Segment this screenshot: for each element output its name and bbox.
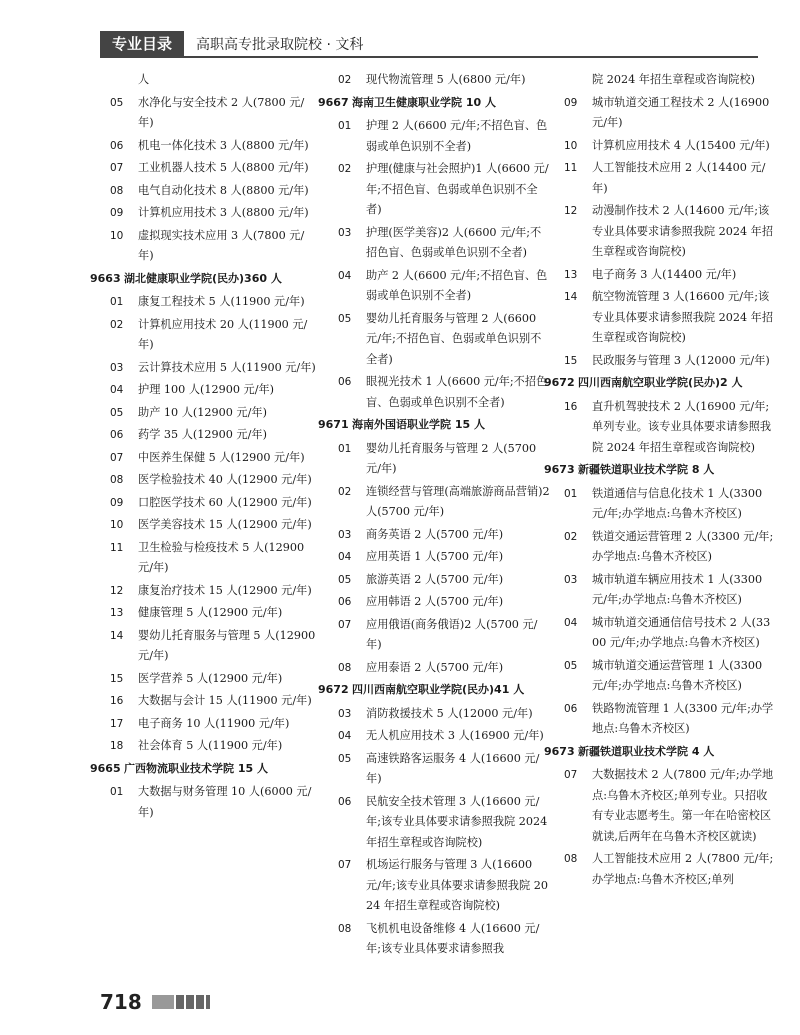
major-text: 工业机器人技术 5 人(8800 元/年)	[138, 161, 309, 174]
major-text: 水净化与安全技术 2 人(7800 元/年)	[138, 95, 305, 129]
major-code: 04	[338, 730, 352, 742]
major-code: 04	[110, 384, 124, 396]
school-name: 湖北健康职业学院(民办)360 人	[124, 271, 282, 285]
major-code: 01	[110, 296, 124, 308]
major-entry	[110, 380, 318, 401]
major-code: 02	[338, 74, 352, 86]
major-entry	[564, 158, 776, 199]
major-text: 助产 10 人(12900 元/年)	[138, 405, 267, 419]
major-text: 计算机应用技术 4 人(15400 元/年)	[592, 138, 770, 152]
major-code: 05	[338, 312, 352, 325]
major-text: 虚拟现实技术应用 3 人(7800 元/年)	[138, 228, 305, 262]
major-text: 药学 35 人(12900 元/年)	[138, 428, 267, 441]
footer-decoration	[152, 995, 212, 1009]
major-code: 13	[110, 607, 124, 619]
major-text: 现代物流管理 5 人(6800 元/年)	[366, 73, 526, 86]
school-name: 海南卫生健康职业学院 10 人	[352, 95, 496, 109]
major-text: 机电一体化技术 3 人(8800 元/年)	[138, 138, 309, 152]
major-entry	[338, 749, 550, 790]
major-code: 01	[564, 487, 578, 500]
major-code: 12	[564, 205, 578, 217]
major-entry	[110, 669, 318, 690]
major-entry	[338, 159, 550, 221]
major-code: 07	[110, 162, 124, 174]
major-entry	[338, 658, 550, 679]
school-code: 9671	[318, 418, 349, 431]
major-code: 02	[110, 318, 124, 331]
major-code: 08	[338, 661, 352, 674]
major-text: 婴幼儿托育服务与管理 2 人(6600 元/年;不招色盲、色弱或单色识别不全者)	[366, 311, 542, 366]
major-code: 12	[110, 584, 124, 597]
major-text: 电气自动化技术 8 人(8800 元/年)	[138, 183, 309, 197]
school-heading	[318, 680, 550, 701]
major-code: 07	[564, 769, 578, 781]
major-entry	[564, 351, 776, 372]
major-entry	[338, 547, 550, 568]
major-entry	[110, 403, 318, 424]
major-entry	[110, 292, 318, 313]
major-code: 18	[110, 740, 124, 752]
major-entry	[564, 265, 776, 286]
major-entry	[564, 849, 776, 890]
major-entry	[564, 765, 776, 847]
major-entry	[110, 691, 318, 712]
header-rule	[100, 56, 758, 58]
major-entry	[338, 309, 550, 371]
major-entry	[338, 726, 550, 747]
major-text: 城市轨道交通通信信号技术 2 人(3300 元/年;办学地点:乌鲁木齐校区)	[592, 615, 771, 649]
major-text: 婴幼儿托育服务与管理 5 人(12900 元/年)	[138, 628, 316, 662]
school-name: 新疆铁道职业技术学院 4 人	[578, 744, 715, 758]
page-header	[100, 32, 363, 56]
major-code: 10	[110, 229, 124, 242]
major-entry	[110, 515, 318, 536]
major-entry	[564, 527, 776, 568]
major-text: 城市轨道车辆应用技术 1 人(3300 元/年;办学地点:乌鲁木齐校区)	[592, 572, 763, 606]
major-entry	[338, 919, 550, 960]
major-entry	[110, 581, 318, 602]
major-entry	[110, 93, 318, 134]
major-code: 08	[110, 474, 124, 486]
page-footer	[100, 990, 212, 1014]
major-text: 大数据技术 2 人(7800 元/年;办学地点:乌鲁木齐校区;单列专业。只招收有专业志愿考生。第一年在哈密校区就读,后两年在乌鲁木齐校区就读)	[592, 768, 774, 843]
major-entry	[564, 613, 776, 654]
major-text: 连锁经营与管理(高端旅游商品营销)2 人(5700 元/年)	[366, 484, 550, 518]
major-text: 人工智能技术应用 2 人(14400 元/年)	[592, 161, 766, 195]
major-text: 电子商务 10 人(11900 元/年)	[138, 716, 290, 730]
major-entry	[564, 201, 776, 263]
page-number: 718	[100, 990, 142, 1014]
major-code: 01	[338, 120, 352, 132]
major-text: 电子商务 3 人(14400 元/年)	[592, 267, 737, 281]
major-text: 计算机应用技术 20 人(11900 元/年)	[138, 317, 308, 351]
major-code: 06	[338, 376, 352, 388]
major-entry	[110, 714, 318, 735]
major-entry	[110, 493, 318, 514]
major-code: 15	[564, 354, 578, 367]
major-entry	[564, 699, 776, 740]
major-text: 应用俄语(商务俄语)2 人(5700 元/年)	[366, 617, 538, 651]
major-entry	[110, 782, 318, 823]
major-text: 护理(健康与社会照护)1 人(6600 元/年;不招色盲、色弱或单色识别不全者)	[366, 162, 549, 216]
major-text: 口腔医学技术 60 人(12900 元/年)	[138, 495, 312, 509]
major-code: 08	[564, 853, 578, 865]
major-text: 云计算技术应用 5 人(11900 元/年)	[138, 360, 316, 374]
major-entry	[338, 70, 550, 91]
major-entry	[564, 93, 776, 134]
major-text: 护理 2 人(6600 元/年;不招色盲、色弱或单色识别不全者)	[366, 119, 548, 153]
major-code: 08	[338, 922, 352, 935]
continuation-text: 院 2024 年招生章程或咨询院校)	[592, 73, 756, 86]
column-2	[318, 70, 550, 962]
major-code: 03	[338, 707, 352, 720]
major-code: 09	[564, 96, 578, 109]
major-entry	[564, 484, 776, 525]
school-code: 9673	[544, 463, 575, 476]
major-entry	[110, 603, 318, 624]
school-heading	[544, 742, 776, 763]
major-text: 铁道交通运营管理 2 人(3300 元/年;办学地点:乌鲁木齐校区)	[592, 529, 774, 563]
major-code: 08	[110, 184, 124, 197]
major-text: 民航安全技术管理 3 人(16600 元/年;该专业具体要求请参照我院 2024 年招生章程或咨询院校)	[366, 794, 548, 849]
major-text: 机场运行服务与管理 3 人(16600 元/年;该专业具体要求请参照我院 2024 年招生章程或咨询院校)	[366, 858, 548, 912]
major-code: 10	[110, 519, 124, 531]
major-text: 康复工程技术 5 人(11900 元/年)	[138, 295, 305, 308]
major-text: 直升机驾驶技术 2 人(16900 元/年;单列专业。该专业具体要求请参照我院 2024 年招生章程或咨询院校)	[592, 399, 772, 454]
school-heading	[544, 373, 776, 394]
school-name: 四川西南航空职业学院(民办)2 人	[578, 376, 743, 389]
major-entry	[564, 397, 776, 459]
major-code: 16	[564, 400, 578, 413]
major-code: 05	[564, 659, 578, 672]
major-entry	[338, 223, 550, 264]
school-code: 9663	[90, 271, 121, 285]
major-entry	[338, 615, 550, 656]
major-text: 社会体育 5 人(11900 元/年)	[138, 739, 283, 752]
major-code: 10	[564, 139, 578, 152]
major-entry	[338, 855, 550, 917]
major-text: 商务英语 2 人(5700 元/年)	[366, 527, 504, 541]
major-text: 医学营养 5 人(12900 元/年)	[138, 671, 283, 685]
major-entry	[110, 358, 318, 379]
major-entry	[338, 704, 550, 725]
school-code: 9667	[318, 95, 349, 109]
major-text: 眼视光技术 1 人(6600 元/年;不招色盲、色弱或单色识别不全者)	[366, 375, 548, 409]
major-code: 13	[564, 268, 578, 281]
major-code: 03	[338, 226, 352, 239]
major-code: 16	[110, 695, 124, 707]
major-code: 03	[110, 361, 124, 374]
major-text: 民政服务与管理 3 人(12000 元/年)	[592, 353, 770, 367]
page-subtitle: 高职高专批录取院校 · 文科	[196, 37, 364, 53]
major-text: 大数据与财务管理 10 人(6000 元/年)	[138, 785, 312, 819]
major-code: 06	[110, 429, 124, 441]
major-entry	[110, 626, 318, 667]
school-code: 9672	[544, 376, 575, 389]
major-code: 04	[338, 269, 352, 282]
major-text: 消防救援技术 5 人(12000 元/年)	[366, 706, 533, 720]
major-code: 07	[110, 451, 124, 464]
major-text: 护理 100 人(12900 元/年)	[138, 383, 275, 396]
major-entry	[564, 136, 776, 157]
major-text: 应用泰语 2 人(5700 元/年)	[366, 660, 504, 674]
major-entry	[110, 203, 318, 224]
major-entry	[338, 439, 550, 480]
major-text: 婴幼儿托育服务与管理 2 人(5700 元/年)	[366, 441, 537, 475]
major-code: 01	[338, 442, 352, 455]
section-tag: 专业目录	[100, 31, 184, 57]
major-entry	[338, 570, 550, 591]
major-entry	[564, 570, 776, 611]
major-text: 应用韩语 2 人(5700 元/年)	[366, 595, 504, 608]
major-code: 03	[338, 528, 352, 541]
major-entry	[110, 736, 318, 757]
major-entry	[338, 116, 550, 157]
school-name: 新疆铁道职业技术学院 8 人	[578, 463, 715, 476]
major-text: 护理(医学美容)2 人(6600 元/年;不招色盲、色弱或单色识别不全者)	[366, 225, 542, 259]
major-code: 06	[110, 139, 124, 152]
school-name: 四川西南航空职业学院(民办)41 人	[352, 683, 525, 696]
major-code: 05	[338, 573, 352, 586]
column-3	[544, 70, 776, 892]
major-text: 助产 2 人(6600 元/年;不招色盲、色弱或单色识别不全者)	[366, 268, 548, 302]
major-code: 09	[110, 207, 124, 219]
major-text: 城市轨道交通运营管理 1 人(3300 元/年;办学地点:乌鲁木齐校区)	[592, 658, 763, 692]
major-text: 动漫制作技术 2 人(14600 元/年;该专业具体要求请参照我院 2024 年招生章程或咨询院校)	[592, 204, 774, 258]
major-entry	[564, 656, 776, 697]
major-entry	[564, 287, 776, 349]
major-code: 04	[564, 616, 578, 629]
major-text: 医学美容技术 15 人(12900 元/年)	[138, 518, 312, 531]
major-text: 应用英语 1 人(5700 元/年)	[366, 550, 504, 563]
major-code: 05	[110, 406, 124, 419]
major-code: 02	[338, 163, 352, 175]
major-entry	[338, 592, 550, 613]
major-code: 07	[338, 618, 352, 631]
major-text: 无人机应用技术 3 人(16900 元/年)	[366, 729, 544, 742]
major-text: 卫生检验与检疫技术 5 人(12900 元/年)	[138, 540, 305, 574]
school-code: 9665	[90, 761, 121, 775]
major-code: 06	[564, 702, 578, 715]
major-text: 航空物流管理 3 人(16600 元/年;该专业具体要求请参照我院 2024 年招生章程或咨询院校)	[592, 290, 774, 344]
column-1	[90, 70, 318, 825]
major-text: 旅游英语 2 人(5700 元/年)	[366, 572, 504, 586]
major-code: 14	[110, 629, 124, 642]
major-entry	[110, 158, 318, 179]
major-code: 02	[564, 530, 578, 543]
major-code: 05	[338, 752, 352, 765]
major-text: 高速铁路客运服务 4 人(16600 元/年)	[366, 751, 540, 785]
major-text: 飞机机电设备维修 4 人(16600 元/年;该专业具体要求请参照我	[366, 921, 540, 955]
major-entry	[110, 181, 318, 202]
major-entry	[338, 482, 550, 523]
major-text: 铁道通信与信息化技术 1 人(3300 元/年;办学地点:乌鲁木齐校区)	[592, 486, 763, 520]
major-code: 09	[110, 496, 124, 509]
major-entry	[338, 372, 550, 413]
major-code: 17	[110, 717, 124, 730]
school-code: 9672	[318, 683, 349, 696]
school-heading	[318, 415, 550, 436]
major-entry	[338, 525, 550, 546]
major-text: 铁路物流管理 1 人(3300 元/年;办学地点:乌鲁木齐校区)	[592, 701, 774, 735]
major-entry	[338, 266, 550, 307]
major-code: 11	[564, 162, 578, 174]
school-name: 广西物流职业技术学院 15 人	[124, 761, 268, 775]
major-text: 康复治疗技术 15 人(12900 元/年)	[138, 583, 312, 597]
continuation-text: 人	[138, 73, 150, 86]
major-text: 城市轨道交通工程技术 2 人(16900 元/年)	[592, 95, 770, 129]
major-code: 02	[338, 485, 352, 498]
major-entry	[110, 448, 318, 469]
major-code: 04	[338, 551, 352, 563]
major-text: 大数据与会计 15 人(11900 元/年)	[138, 694, 312, 707]
major-entry	[110, 425, 318, 446]
major-entry	[110, 470, 318, 491]
major-code: 01	[110, 786, 124, 798]
major-text: 医学检验技术 40 人(12900 元/年)	[138, 473, 312, 486]
major-entry	[110, 136, 318, 157]
major-code: 15	[110, 672, 124, 685]
school-heading	[318, 93, 550, 114]
major-code: 03	[564, 573, 578, 586]
major-code: 05	[110, 96, 124, 109]
major-text: 人工智能技术应用 2 人(7800 元/年;办学地点:乌鲁木齐校区;单列	[592, 852, 774, 886]
school-heading	[90, 759, 318, 780]
major-code: 06	[338, 795, 352, 808]
major-entry	[110, 226, 318, 267]
major-entry	[110, 315, 318, 356]
major-entry	[110, 538, 318, 579]
major-entry	[338, 792, 550, 854]
major-code: 07	[338, 859, 352, 871]
major-text: 中医养生保健 5 人(12900 元/年)	[138, 450, 305, 464]
school-heading	[90, 269, 318, 290]
major-code: 14	[564, 291, 578, 303]
major-text: 健康管理 5 人(12900 元/年)	[138, 606, 283, 619]
major-code: 11	[110, 541, 124, 554]
school-heading	[544, 460, 776, 481]
school-name: 海南外国语职业学院 15 人	[352, 418, 485, 431]
school-code: 9673	[544, 744, 575, 758]
major-code: 06	[338, 596, 352, 608]
major-text: 计算机应用技术 3 人(8800 元/年)	[138, 206, 309, 219]
